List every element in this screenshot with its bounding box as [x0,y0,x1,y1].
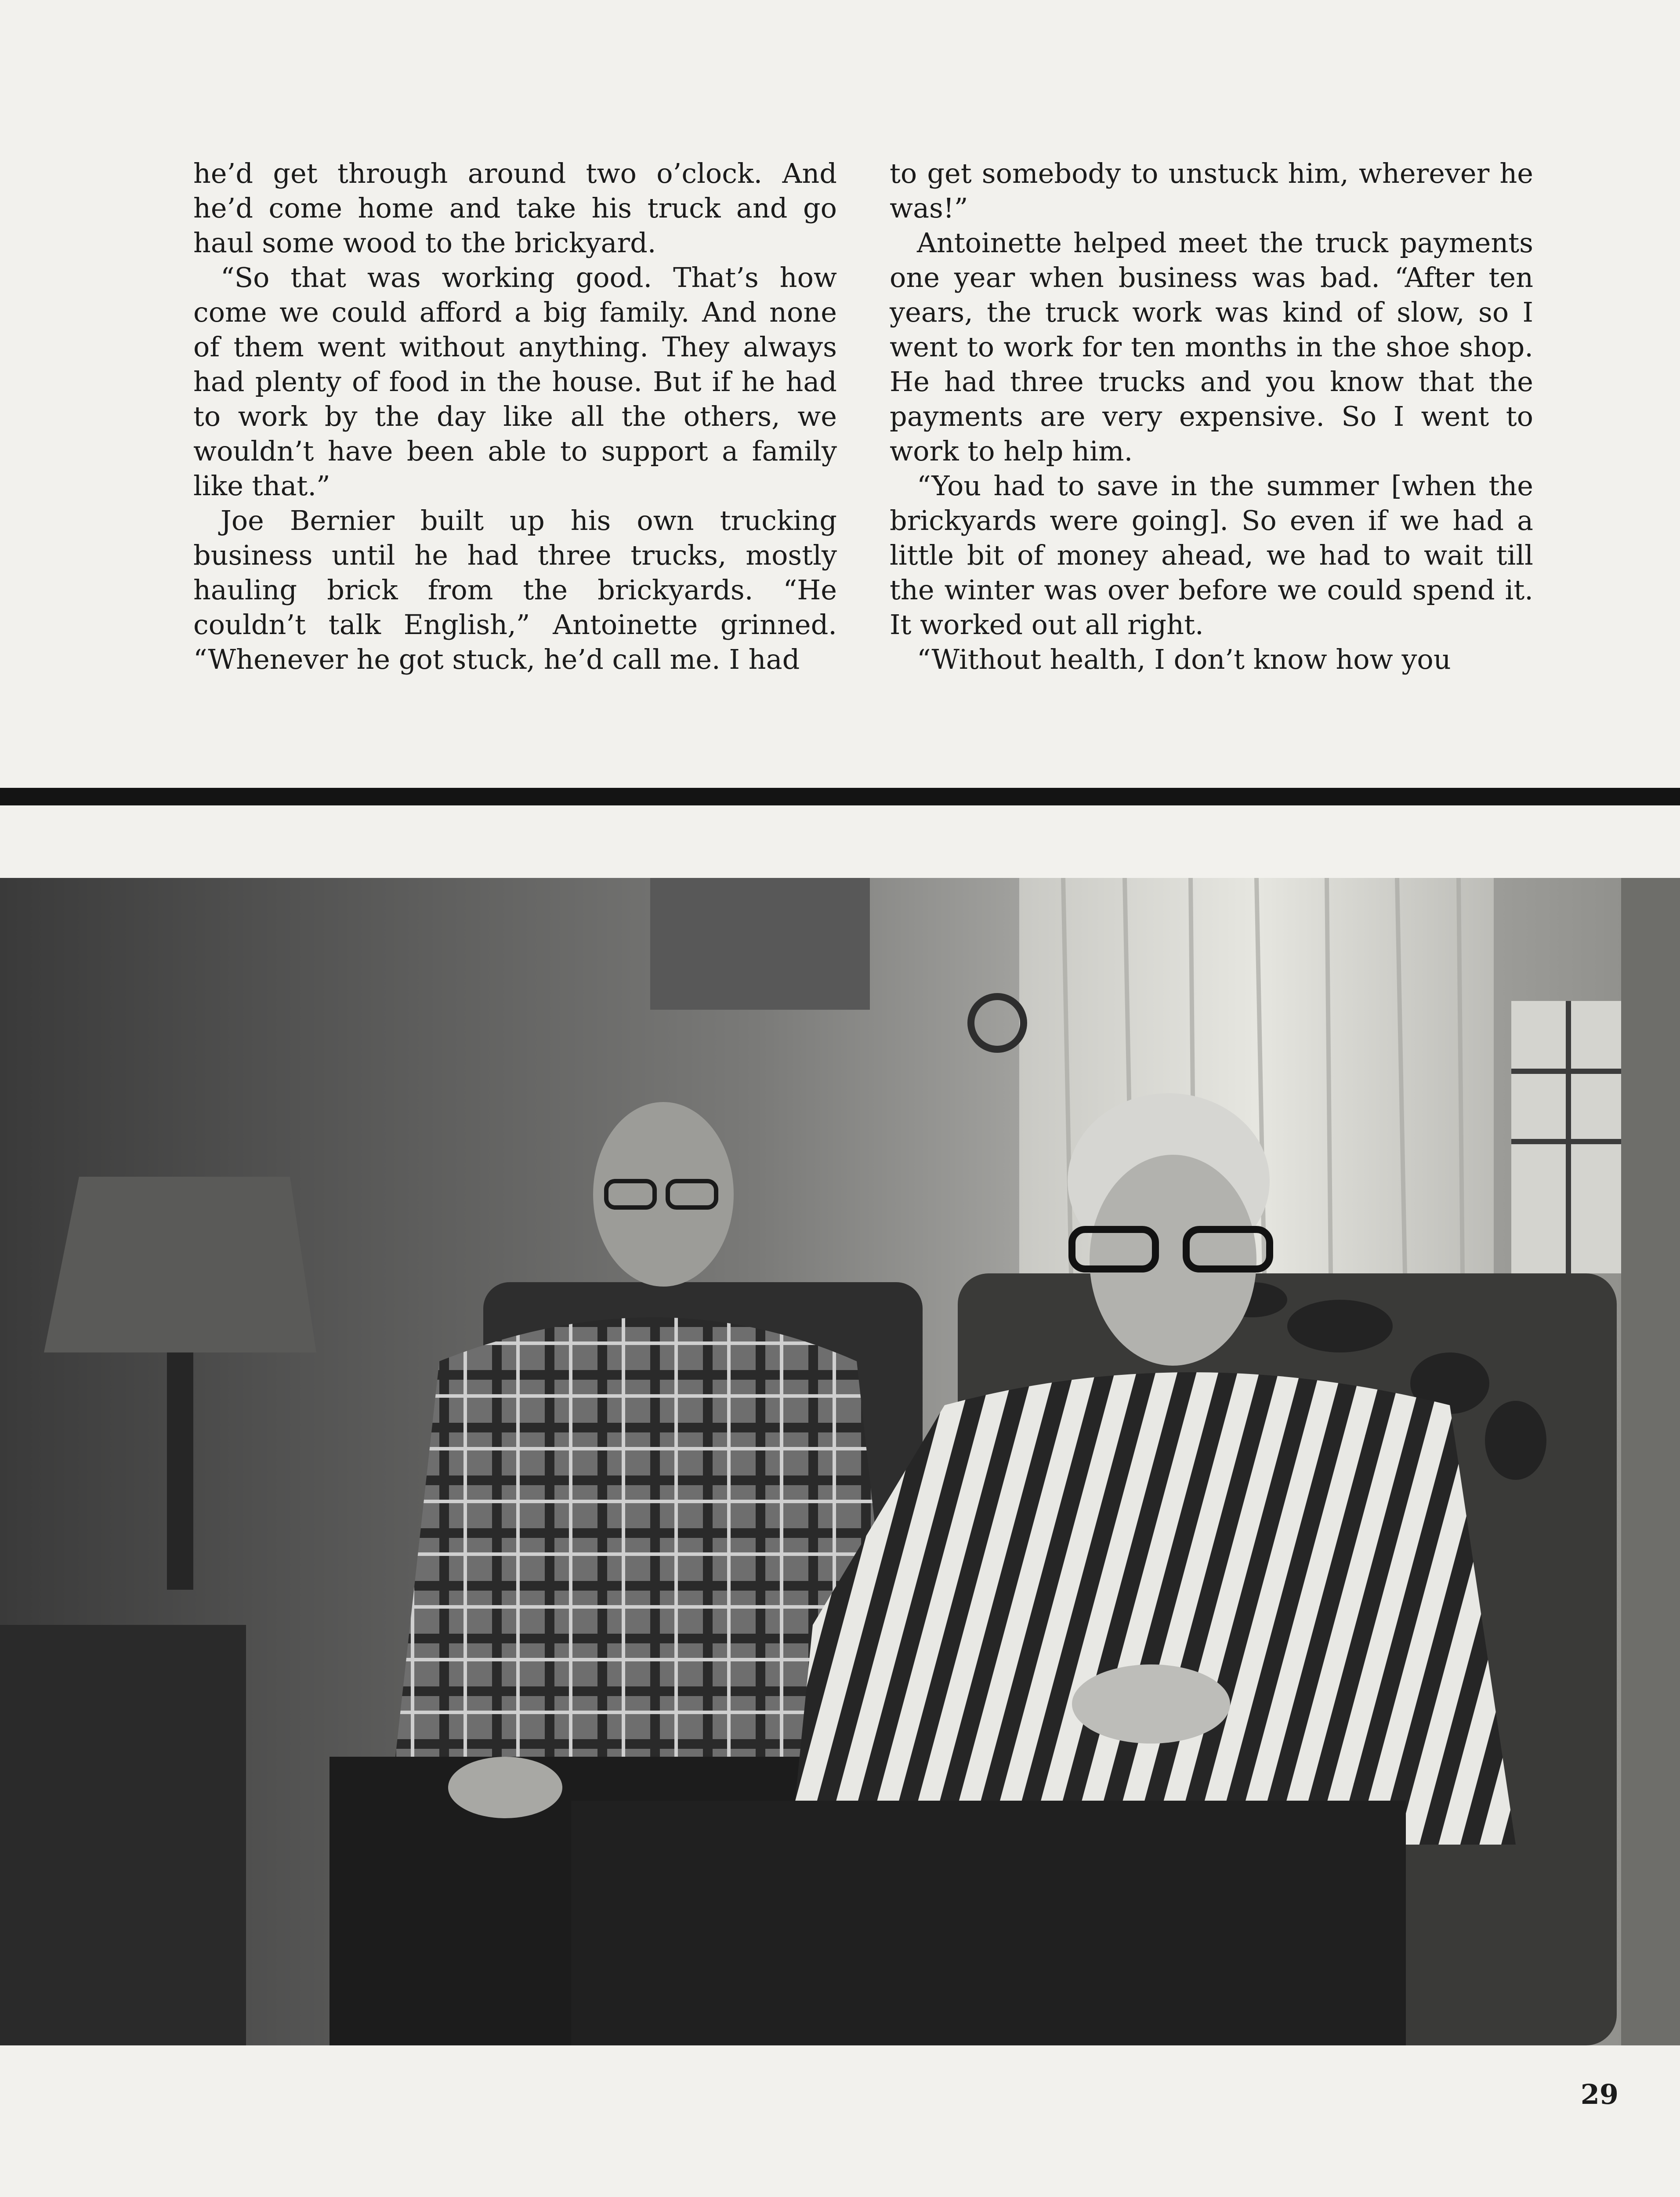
page-number: 29 [1580,2078,1618,2110]
section-divider [0,788,1680,805]
photograph [0,878,1680,2045]
paragraph: Joe Bernier built up his own trucking business until he had three trucks, mostly hauling brick from the brickyards. “He couldn’t talk English,” Antoinette grinned. “Whenever he got stuck, he’d call me. I had [193,504,837,675]
lamp-shade [44,1177,316,1352]
paragraph: to get somebody to unstuck him, wherever he was!” [890,157,1533,224]
paragraph: “So that was working good. That’s how come we could afford a big family. And none of them went without anything. They always had plenty of food in the house. But if he had to work by the day like all the others, we wouldn’t have been able to support a family like that.” [193,261,837,502]
paragraph: he’d get through around two o’clock. And he’d come home and take his truck and go haul some wood to the brickyard. [193,157,837,259]
side-table [0,1625,246,2045]
paragraph: Antoinette helped meet the truck payments one year when business was bad. “After ten years, the truck work was kind of slow, so I went to work for ten months in the shoe shop. He had three trucks and you know that the payments are very expensive. So I went to work to help him. [890,227,1533,467]
right-text-column [890,156,1533,677]
paragraph: “You had to save in the summer [when the brickyards were going]. So even if we had a little bit of money ahead, we had to wait till the winter was over before we could spend it. It worked out all right. [890,470,1533,641]
lamp-base [167,1352,193,1590]
paragraph: “Without health, I don’t know how you [917,643,1451,675]
left-text-column [193,156,837,677]
